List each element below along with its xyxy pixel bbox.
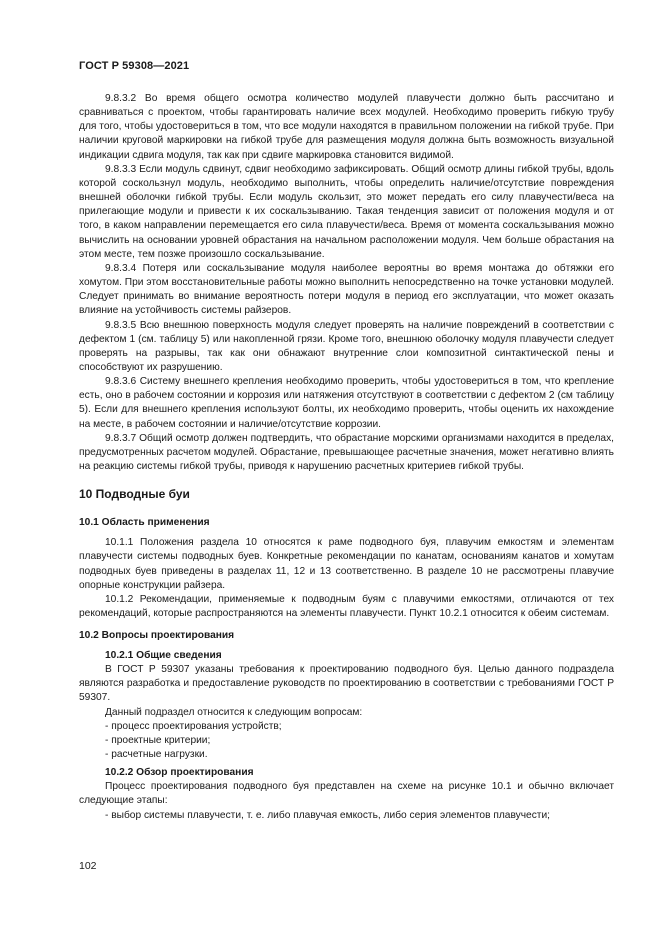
standard-code-header: ГОСТ Р 59308—2021 (79, 60, 190, 72)
page-content (79, 92, 614, 823)
paragraph-9-8-3-7: 9.8.3.7 Общий осмотр должен подтвердить, что обрастание морскими организмами находится в пределах, предусмотренных расчетом модулей. Обрастание, превышающее расчетные значения, может негативно влиять на реакцию системы гибкой трубы, приводя к нарушению расчетных критериев гибкой трубы. (79, 432, 614, 473)
list-item: - процесс проектирования устройств; (105, 720, 282, 732)
section-10-heading: 10 Подводные буи (79, 487, 190, 502)
paragraph-10-1-1: 10.1.1 Положения раздела 10 относятся к раме подводного буя, плавучим емкостям и элементам плавучести системы подводных буев. Конкретные рекомендации по канатам, основаниям канатов и хомутам подводных буев приведены в разделах 11, 12 и 13 соответственно. В разделе 10 не рассмотрены плавучие опорные конструкции райзера. (79, 537, 614, 591)
paragraph-10-1-2: 10.1.2 Рекомендации, применяемые к подводным буям с плавучими емкостями, отличаются от тех рекомендаций, которые распространяются на элементы плавучести. Пункт 10.2.1 относится к обеим системам. (79, 593, 614, 619)
paragraph-9-8-3-2: 9.8.3.2 Во время общего осмотра количество модулей плавучести должно быть рассчитано и сравниваться с проектом, чтобы гарантировать наличие всех модулей. Необходимо проверить гибкую трубу для того, чтобы удостовериться в том, что все модули находятся в правильном положении на гибкой трубе. При наличии круговой маркировки на гибкой трубе для размещения модуля должна быть возможность визуальной индикации сдвига модуля, так как при сдвиге маркировка становится видимой. (79, 93, 614, 161)
paragraph-10-2-1-list-intro: Данный подраздел относится к следующим вопросам: (105, 706, 363, 718)
paragraph-10-2-2-intro: Процесс проектирования подводного буя представлен на схеме на рисунке 10.1 и обычно включает следующие этапы: (79, 781, 614, 807)
section-10-2-heading: 10.2 Вопросы проектирования (79, 630, 235, 642)
section-10-1-heading: 10.1 Область применения (79, 517, 210, 529)
paragraph-10-2-1-intro: В ГОСТ Р 59307 указаны требования к проектированию подводного буя. Целью данного подраздела являются разработка и предоставление руководств по проектированию в соответствии с требованиями ГОСТ Р 59307. (79, 664, 614, 704)
paragraph-9-8-3-5: 9.8.3.5 Всю внешнюю поверхность модуля следует проверять на наличие повреждений в соответствии с дефектом 1 (см. таблицу 5) или накопленной грязи. Кроме того, внешнюю оболочку модуля плавучести следует проверять на разрывы, так как они обнажают внутренние слои композитной синтактической пены и способствуют их разрушению. (79, 319, 614, 373)
list-item: - выбор системы плавучести, т. е. либо плавучая емкость, либо серия элементов плавучести; (105, 809, 550, 821)
paragraph-9-8-3-4: 9.8.3.4 Потеря или соскальзывание модуля наиболее вероятны во время монтажа до обтяжки его хомутом. При этом восстановительные работы можно выполнить непосредственно на точке установки модулей. Следует принимать во внимание вероятность потери модуля в период его эксплуатации, что может оказать влияние на устойчивость системы райзеров. (79, 262, 614, 317)
list-item: - проектные критерии; (105, 734, 211, 746)
section-10-2-2-heading: 10.2.2 Обзор проектирования (105, 767, 254, 779)
list-item: - расчетные нагрузки. (105, 749, 208, 761)
paragraph-9-8-3-3: 9.8.3.3 Если модуль сдвинут, сдвиг необходимо зафиксировать. Общий осмотр длины гибкой трубы, вдоль которой соскользнул модуль, необходимо выполнить, чтобы определить наличие/отсутствие повреждения внешней оболочки гибкой трубы. Если модуль скользит, это может передать его силу плавучести/веса на прилегающие модули и привести к их соскальзыванию. Такая тенденция зависит от положения модуля и от того, в каком направлении перемещается его сила плавучести/веса. Время от момента соскальзывания можно вычислить на основании уровней обрастания на начальном расположении модуля. Чем больше обрастания на этом месте, тем позже произошло соскальзывание. (79, 163, 614, 260)
paragraph-9-8-3-6: 9.8.3.6 Систему внешнего крепления необходимо проверить, чтобы удостовериться в том, что крепление есть, оно в рабочем состоянии и коррозия или натяжения отсутствуют в соответствии с дефектом 2 (см таблицу 5). Если для внешнего крепления используют болты, их необходимо проверить, чтобы оценить их нахождение на месте, в рабочем состоянии и наличие/отсутствие коррозии. (79, 376, 614, 430)
page-number: 102 (79, 860, 97, 872)
section-10-2-1-heading: 10.2.1 Общие сведения (105, 650, 222, 662)
